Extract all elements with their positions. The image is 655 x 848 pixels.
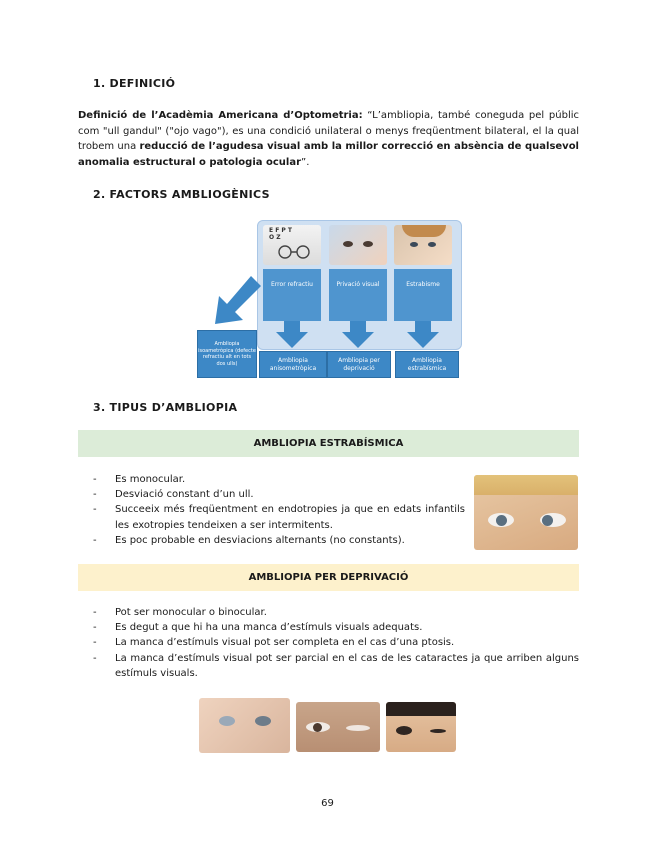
output-isoametropic: Ambliopia isoametròpica (defecte refractiu alt en tots dos ulls) [197, 330, 257, 378]
page-number: 69 [321, 798, 334, 809]
amblyogenic-diagram [195, 220, 460, 380]
definition-end: ”. [301, 156, 310, 168]
output-deprivation: Ambliopia per deprivació [327, 351, 391, 378]
ptosis-photo [296, 702, 380, 752]
eye-chart-letters: E F P T O Z [269, 227, 292, 241]
deprivation-list [93, 605, 579, 681]
list-item: - Es poc probable en desviacions alternants (no constants). [93, 533, 465, 548]
column-refractive-error: Error refractiu [263, 269, 321, 321]
definition-lead: Definició de l’Acadèmia Americana d’Optometria: [78, 110, 363, 121]
column-strabismus: Estrabisme [394, 269, 452, 321]
definition-highlight: reducció de l’agudesa visual amb la millor correcció en absència de qualsevol anomalia estructural o patologia ocular [78, 141, 579, 168]
output-strabismic: Ambliopia estrabísmica [395, 351, 459, 378]
list-item: - La manca d’estímuls visual pot ser completa en el cas d’una ptosis. [93, 635, 579, 650]
baby-cataract-photo [199, 698, 290, 753]
output-anisometropic: Ambliopia anisometròpica [259, 351, 327, 378]
column-visual-deprivation: Privació visual [329, 269, 387, 321]
strabismus-eyes-photo [474, 475, 578, 550]
list-item: - La manca d’estímuls visual pot ser parcial en el cas de les cataractes ja que arriben alguns estímuls visuals. [93, 651, 579, 681]
strabismic-band: AMBLIOPIA ESTRABÍSMICA [78, 430, 579, 457]
section-3-heading: 3. TIPUS D’AMBLIOPIA [93, 401, 238, 414]
list-item: - Pot ser monocular o binocular. [93, 605, 579, 620]
definition-text: “L’ambliopia, també coneguda pel públic com "ull gandul" ("ojo vago"), es una condició unilateral o menys freqüentment bilateral, el la qual trobem una [78, 110, 579, 152]
section-2-heading: 2. FACTORS AMBLIOGÈNICS [93, 188, 270, 201]
strabismic-list [93, 472, 465, 548]
section-1-heading: 1. DEFINICIÓ [93, 77, 176, 90]
definition-paragraph [78, 108, 579, 170]
child-ptosis-photo [386, 702, 456, 752]
deprivation-band: AMBLIOPIA PER DEPRIVACIÓ [78, 564, 579, 591]
list-item: - Succeeix més freqüentment en endotropies ja que en edats infantils les exotropies tendeixen a ser intermitents. [93, 502, 465, 532]
list-item: - Es degut a que hi ha una manca d’estímuls visuals adequats. [93, 620, 579, 635]
list-item: - Es monocular. [93, 472, 465, 487]
list-item: - Desviació constant d’un ull. [93, 487, 465, 502]
